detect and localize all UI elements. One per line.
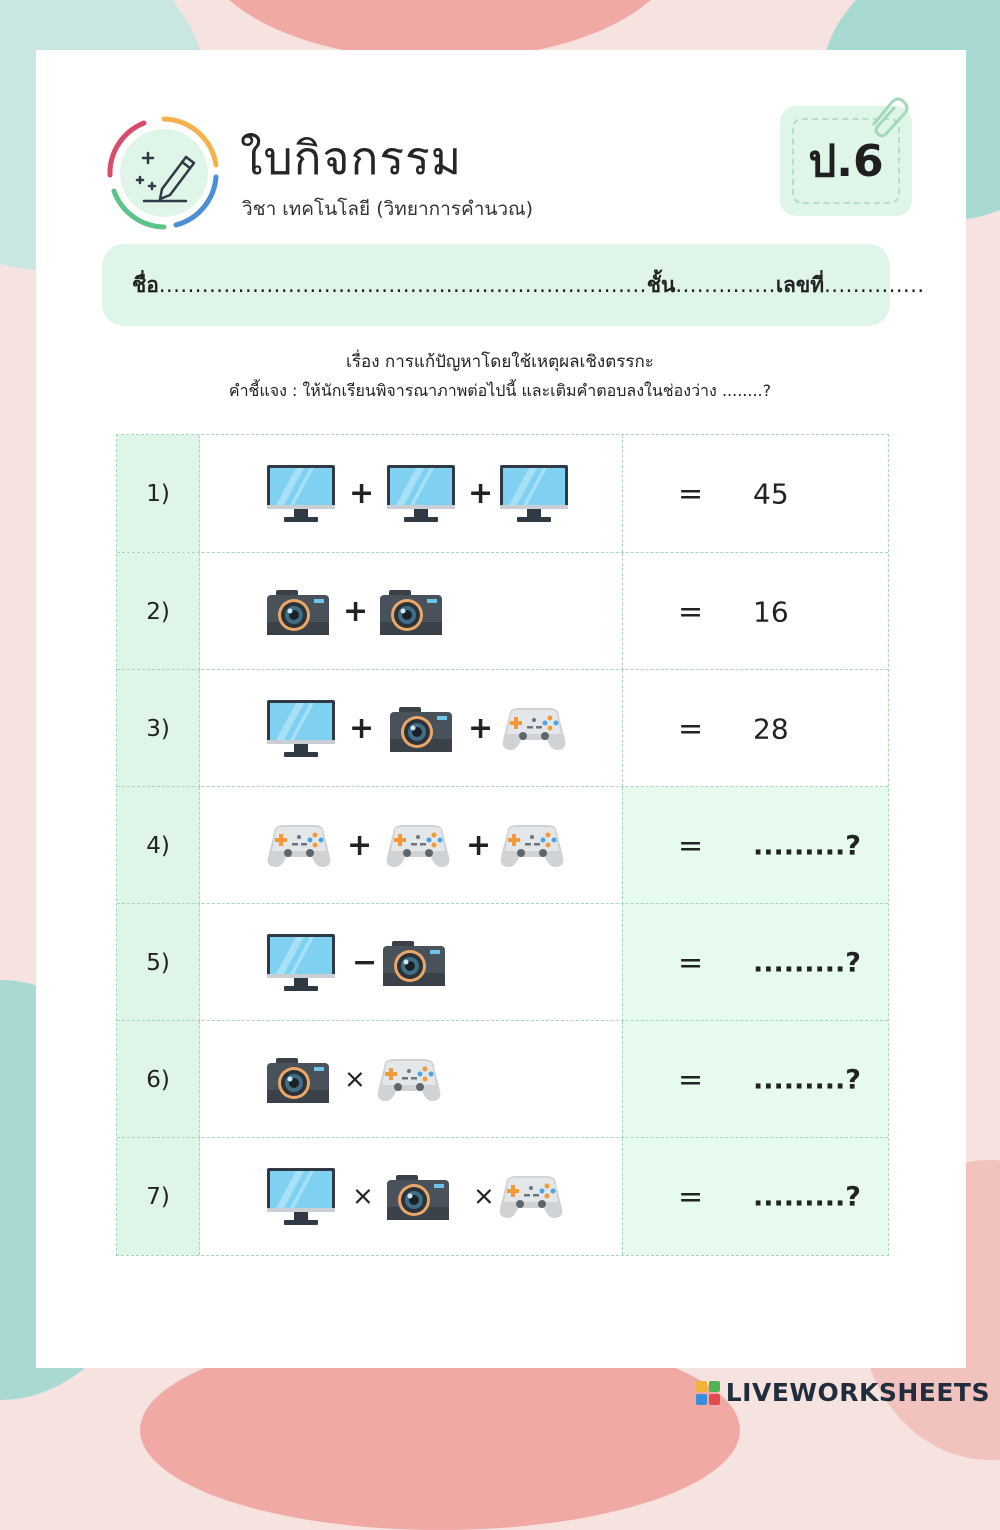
table-row [117, 903, 888, 1021]
pencil-icon [104, 113, 224, 233]
plus-operator: + [347, 827, 373, 863]
expression [200, 1021, 622, 1138]
gamepad-icon [501, 706, 567, 752]
equals-sign: = [678, 594, 704, 629]
problem-number: 1) [117, 435, 200, 552]
number-label: เลขที่ [775, 272, 825, 297]
table-row [117, 786, 888, 904]
camera-icon [266, 1056, 330, 1104]
table-row [117, 435, 888, 552]
gamepad-icon [498, 1174, 564, 1220]
minus-operator: − [352, 944, 378, 980]
plus-operator: + [468, 710, 494, 746]
table-row [117, 552, 888, 670]
expression [200, 904, 622, 1021]
monitor-icon [266, 464, 336, 524]
answer-blank[interactable]: .........? [753, 830, 861, 861]
camera-icon [389, 705, 453, 753]
grade-label: ป.6 [792, 118, 900, 204]
monitor-icon [266, 933, 336, 993]
class-label: ชั้น [646, 272, 676, 297]
problem-number: 4) [117, 787, 200, 904]
answer-cell [622, 553, 888, 670]
monitor-icon [386, 464, 456, 524]
camera-icon [382, 939, 446, 987]
answer-blank[interactable]: .........? [753, 1181, 861, 1212]
expression [200, 787, 622, 904]
answer-blank[interactable]: .........? [753, 1064, 861, 1095]
equals-sign: = [678, 711, 704, 746]
class-field[interactable]: .............. [675, 273, 776, 297]
equals-sign: = [678, 1179, 704, 1214]
answer-cell [622, 904, 888, 1021]
problem-number: 3) [117, 670, 200, 787]
instructions: คำชี้แจง : ให้นักเรียนพิจารณาภาพต่อไปนี้ และเติมคำตอบลงในช่องว่าง ........? [228, 381, 772, 400]
answer-cell [622, 787, 888, 904]
plus-operator: + [466, 827, 492, 863]
plus-operator: + [349, 475, 375, 511]
answer-cell [622, 670, 888, 787]
expression [200, 435, 622, 552]
camera-icon [386, 1173, 450, 1221]
times-operator: × [352, 1180, 374, 1211]
expression [200, 1138, 622, 1255]
problem-number: 7) [117, 1138, 200, 1255]
equals-sign: = [678, 476, 704, 511]
expression [200, 670, 622, 787]
times-operator: × [473, 1180, 495, 1211]
monitor-icon [266, 699, 336, 759]
monitor-icon [266, 1167, 336, 1227]
camera-icon [266, 588, 330, 636]
subject-subtitle: วิชา เทคโนโลยี (วิทยาการคำนวณ) [242, 198, 534, 220]
answer-value: 28 [753, 712, 789, 745]
brand-name: LIVEWORKSHEETS [725, 1378, 990, 1407]
table-row [117, 1020, 888, 1138]
plus-operator: + [343, 593, 369, 629]
equals-sign: = [678, 1062, 704, 1097]
gamepad-icon [499, 823, 565, 869]
name-label: ชื่อ [132, 272, 159, 297]
gamepad-icon [385, 823, 451, 869]
camera-icon [379, 588, 443, 636]
problem-table [116, 434, 889, 1256]
number-field[interactable]: .............. [824, 273, 925, 297]
answer-cell [622, 1138, 888, 1255]
topic-heading: เรื่อง การแก้ปัญหาโดยใช้เหตุผลเชิงตรรกะ [346, 352, 654, 372]
gamepad-icon [266, 823, 332, 869]
equals-sign: = [678, 828, 704, 863]
problem-number: 5) [117, 904, 200, 1021]
table-row [117, 669, 888, 787]
problem-number: 2) [117, 553, 200, 670]
answer-value: 45 [753, 477, 789, 510]
page-title: ใบกิจกรรม [240, 131, 463, 185]
equals-sign: = [678, 945, 704, 980]
liveworksheets-logo[interactable] [696, 1378, 990, 1407]
monitor-icon [499, 464, 569, 524]
answer-blank[interactable]: .........? [753, 947, 861, 978]
student-info-bar [102, 244, 925, 326]
gamepad-icon [376, 1057, 442, 1103]
answer-cell [622, 1021, 888, 1138]
paperclip-icon [866, 94, 916, 140]
plus-operator: + [349, 710, 375, 746]
brand-mark-icon [696, 1381, 720, 1405]
answer-value: 16 [753, 595, 789, 628]
table-row [117, 1137, 888, 1255]
answer-cell [622, 435, 888, 552]
expression [200, 553, 622, 670]
name-field[interactable]: .................................................................... [158, 273, 647, 297]
times-operator: × [344, 1063, 366, 1094]
plus-operator: + [468, 475, 494, 511]
problem-number: 6) [117, 1021, 200, 1138]
